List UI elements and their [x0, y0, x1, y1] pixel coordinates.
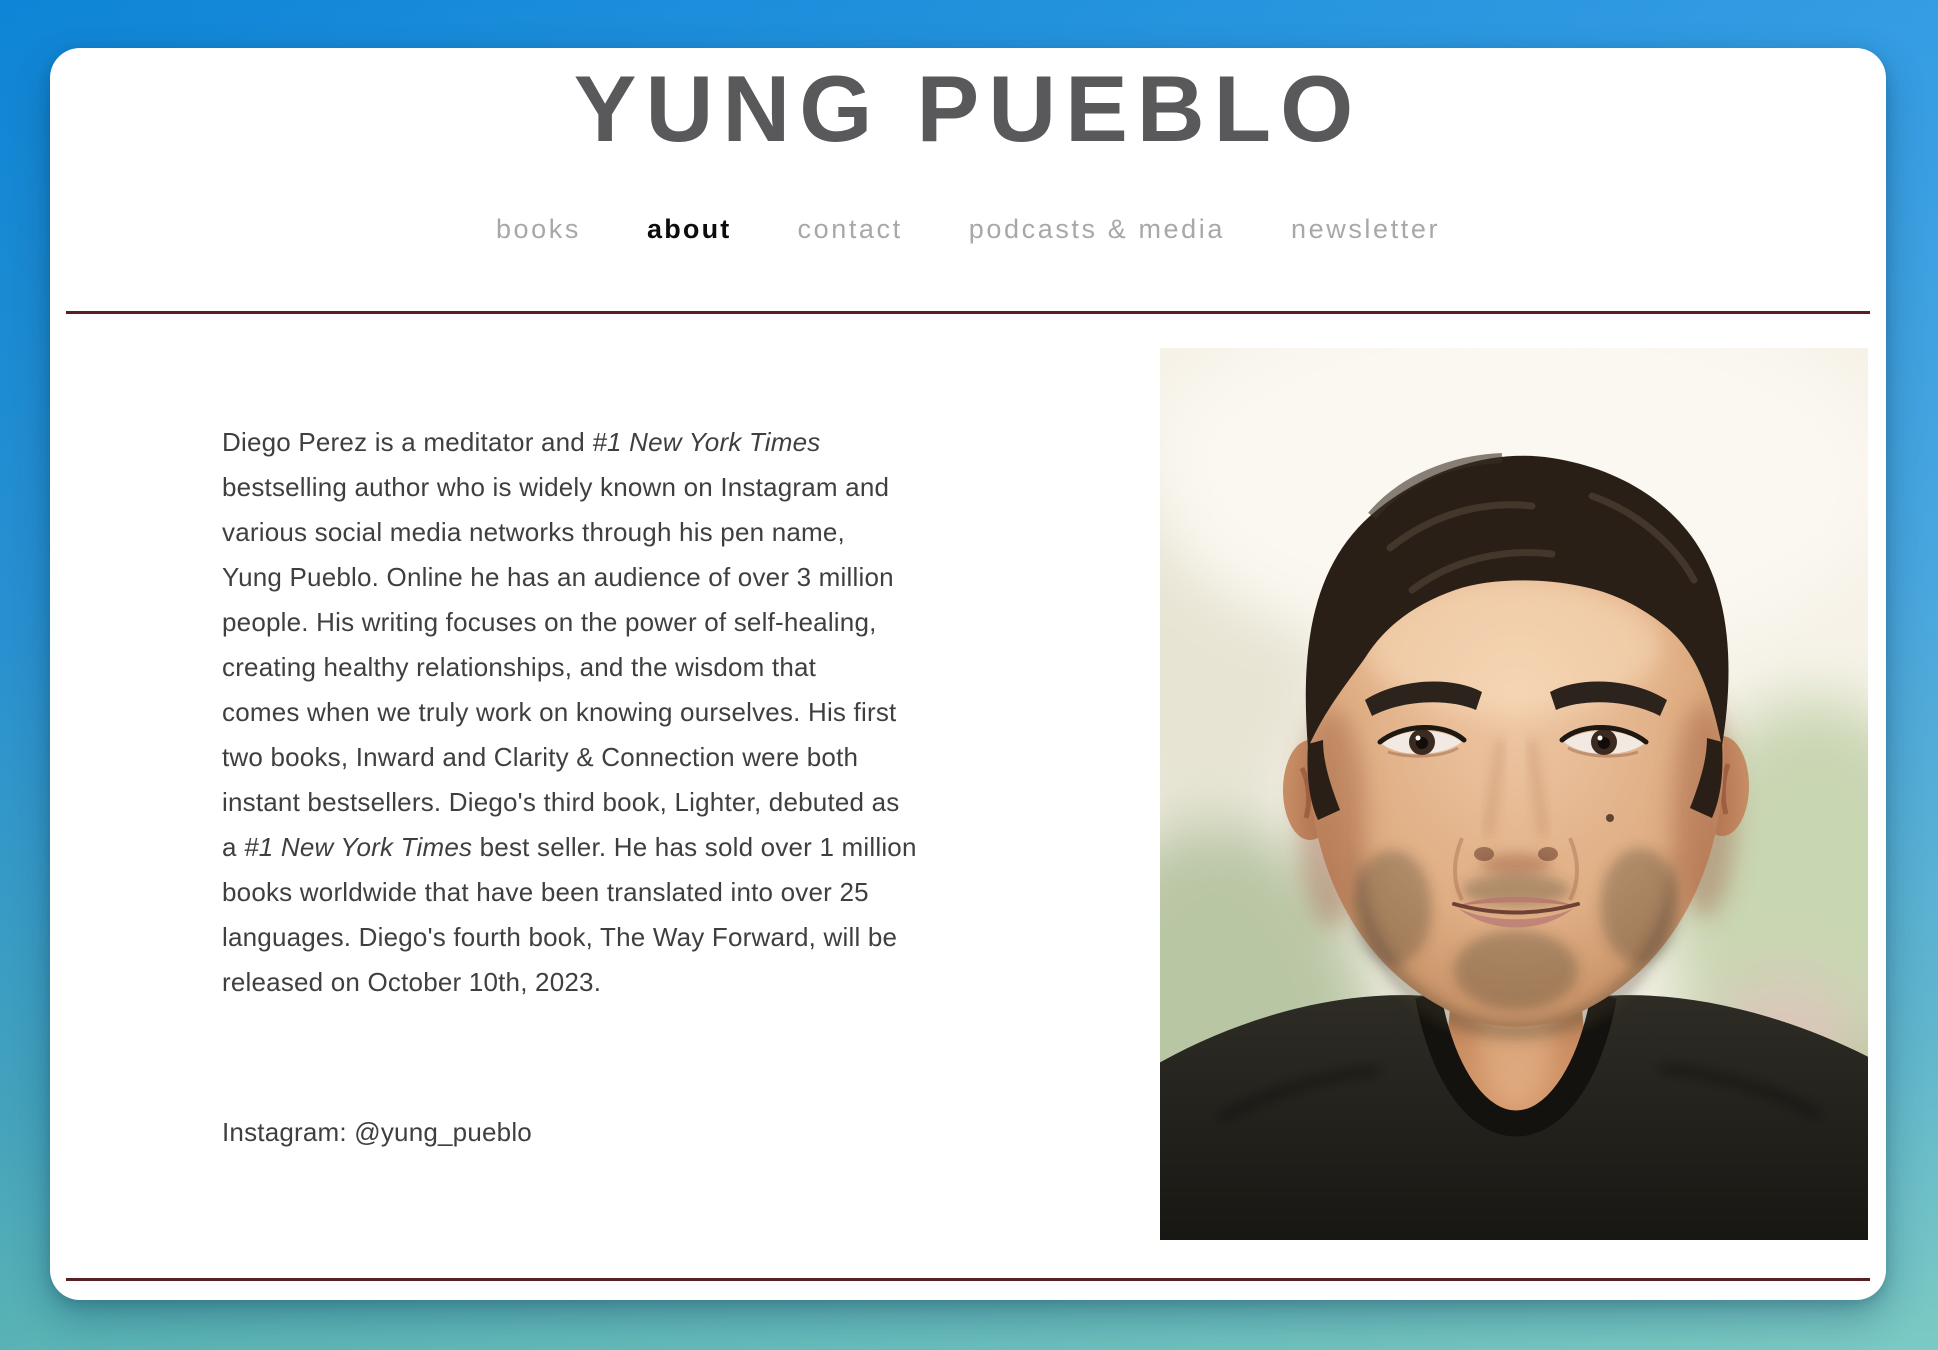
bio-line: various social media networks through his pen name, — [222, 517, 845, 547]
main-nav — [50, 213, 1886, 245]
bio-line: languages. Diego's fourth book, The Way Forward, will be — [222, 922, 898, 952]
bio-line: people. His writing focuses on the power of self-healing, — [222, 607, 877, 637]
mole — [1606, 814, 1614, 822]
content-card — [50, 48, 1886, 1300]
bio-line: a #1 New York Times best seller. He has sold over 1 million — [222, 832, 917, 862]
site-title: YUNG PUEBLO — [573, 56, 1363, 161]
bio-line: released on October 10th, 2023. — [222, 967, 602, 997]
nose — [1474, 847, 1494, 861]
bio-line: Yung Pueblo. Online he has an audience of over 3 million — [222, 562, 894, 592]
portrait-photo — [1160, 348, 1868, 1240]
nav-item-contact[interactable]: contact — [797, 214, 903, 244]
top-divider — [66, 311, 1870, 314]
bio-line: two books, Inward and Clarity & Connection were both — [222, 742, 859, 772]
instagram-handle: Instagram: @yung_pueblo — [222, 1117, 532, 1147]
bio-line: creating healthy relationships, and the wisdom that — [222, 652, 817, 682]
nav-item-books[interactable]: books — [495, 214, 581, 244]
nav-item-about[interactable]: about — [647, 214, 732, 244]
portrait-illustration — [1160, 348, 1868, 1240]
nav-item-newsletter[interactable]: newsletter — [1290, 214, 1441, 244]
bio-line: instant bestsellers. Diego's third book, Lighter, debuted as — [222, 787, 900, 817]
bio-line: comes when we truly work on knowing ourselves. His first — [222, 697, 897, 727]
bio-text — [222, 420, 1022, 1005]
bio-line: books worldwide that have been translated into over 25 — [222, 877, 869, 907]
nav-item-podcasts-media[interactable]: podcasts & media — [968, 214, 1225, 244]
bottom-divider — [66, 1278, 1870, 1281]
bio-line: bestselling author who is widely known on Instagram and — [222, 472, 890, 502]
bio-line: Diego Perez is a meditator and #1 New York Times — [222, 427, 821, 457]
